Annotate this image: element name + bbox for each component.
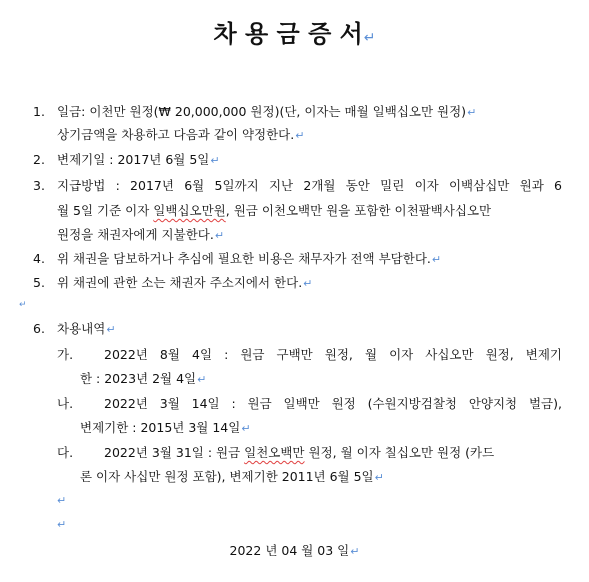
item-6-number: 6. xyxy=(33,321,45,336)
sub-item-na-line-1: 2022년 3월 14일 : 원금 일백만 원정 (수원지방검찰청 안양지청 벌금), xyxy=(104,396,562,411)
item-3-line-3: 원정을 채권자에게 지불한다.↵ xyxy=(57,227,225,242)
paragraph-mark-icon: ↵ xyxy=(19,300,27,310)
item-3-number: 3. xyxy=(33,178,45,193)
item-3-line-1: 지급방법 : 2017년 6월 5일까지 지난 2개월 동안 밀린 이자 이백삼십만 원과 6 xyxy=(57,178,562,193)
spellcheck-word: 일천오백만 xyxy=(244,445,305,460)
item-5-number: 5. xyxy=(33,275,45,290)
document-title: 차 용 금 증 서↵ xyxy=(213,20,376,48)
item-5-line-1: 위 채권에 관한 소는 채권자 주소지에서 한다.↵ xyxy=(57,275,313,290)
sub-item-da-label: 다. xyxy=(57,445,74,460)
paragraph-mark-icon: ↵ xyxy=(431,253,442,266)
paragraph-mark-icon: ↵ xyxy=(106,323,116,336)
paragraph-mark-icon: ↵ xyxy=(57,494,67,507)
sub-item-ga-line-1: 2022년 8월 4일 : 원금 구백만 원정, 월 이자 사십오만 원정, 변제기 xyxy=(104,347,562,362)
paragraph-mark-icon: ↵ xyxy=(210,154,220,167)
paragraph-mark-icon: ↵ xyxy=(197,373,207,386)
item-6-line-1: 차용내역↵ xyxy=(57,321,116,336)
sub-item-ga-line-2: 한 : 2023년 2월 4일↵ xyxy=(80,371,207,386)
sub-item-na-label: 나. xyxy=(57,396,74,411)
paragraph-mark-icon: ↵ xyxy=(350,545,360,558)
paragraph-mark-icon: ↵ xyxy=(57,518,67,531)
paragraph-mark-icon: ↵ xyxy=(374,471,384,484)
item-2-number: 2. xyxy=(33,152,45,167)
sub-item-ga-label: 가. xyxy=(57,347,74,362)
sub-item-da-line-1: 2022년 3월 31일 : 원금 일천오백만 원정, 월 이자 칠십오만 원정 (카드 xyxy=(104,445,495,460)
item-4-line-1: 위 채권을 담보하거나 추심에 필요한 비용은 채무자가 전액 부담한다.↵ xyxy=(57,251,442,266)
sub-item-da-line-2: 론 이자 사십만 원정 포함), 변제기한 2011년 6월 5일↵ xyxy=(80,469,384,484)
paragraph-mark-icon: ↵ xyxy=(467,106,477,119)
paragraph-mark-icon: ↵ xyxy=(214,229,225,242)
item-3-line-2: 월 5일 기준 이자 일백십오만원, 원금 이천오백만 원을 포함한 이천팔백사십오만 xyxy=(57,203,492,218)
item-2-line-1: 변제기일 : 2017년 6월 5일↵ xyxy=(57,152,220,167)
spellcheck-word: 일백십오만원 xyxy=(153,203,226,218)
document-date: 2022 년 04 월 03 일↵ xyxy=(229,543,360,558)
sub-item-na-line-2: 변제기한 : 2015년 3월 14일↵ xyxy=(80,420,251,435)
paragraph-mark-icon: ↵ xyxy=(241,422,251,435)
item-1-line-1: 일금: 이천만 원정(₩ 20,000,000 원정)(단, 이자는 매월 일백십오만 원정)↵ xyxy=(57,104,477,119)
item-1-line-2: 상기금액을 차용하고 다음과 같이 약정한다.↵ xyxy=(57,127,305,142)
item-1-number: 1. xyxy=(33,104,45,119)
paragraph-mark-icon: ↵ xyxy=(295,129,305,142)
paragraph-mark-icon: ↵ xyxy=(363,30,376,46)
item-4-number: 4. xyxy=(33,251,45,266)
paragraph-mark-icon: ↵ xyxy=(303,277,313,290)
